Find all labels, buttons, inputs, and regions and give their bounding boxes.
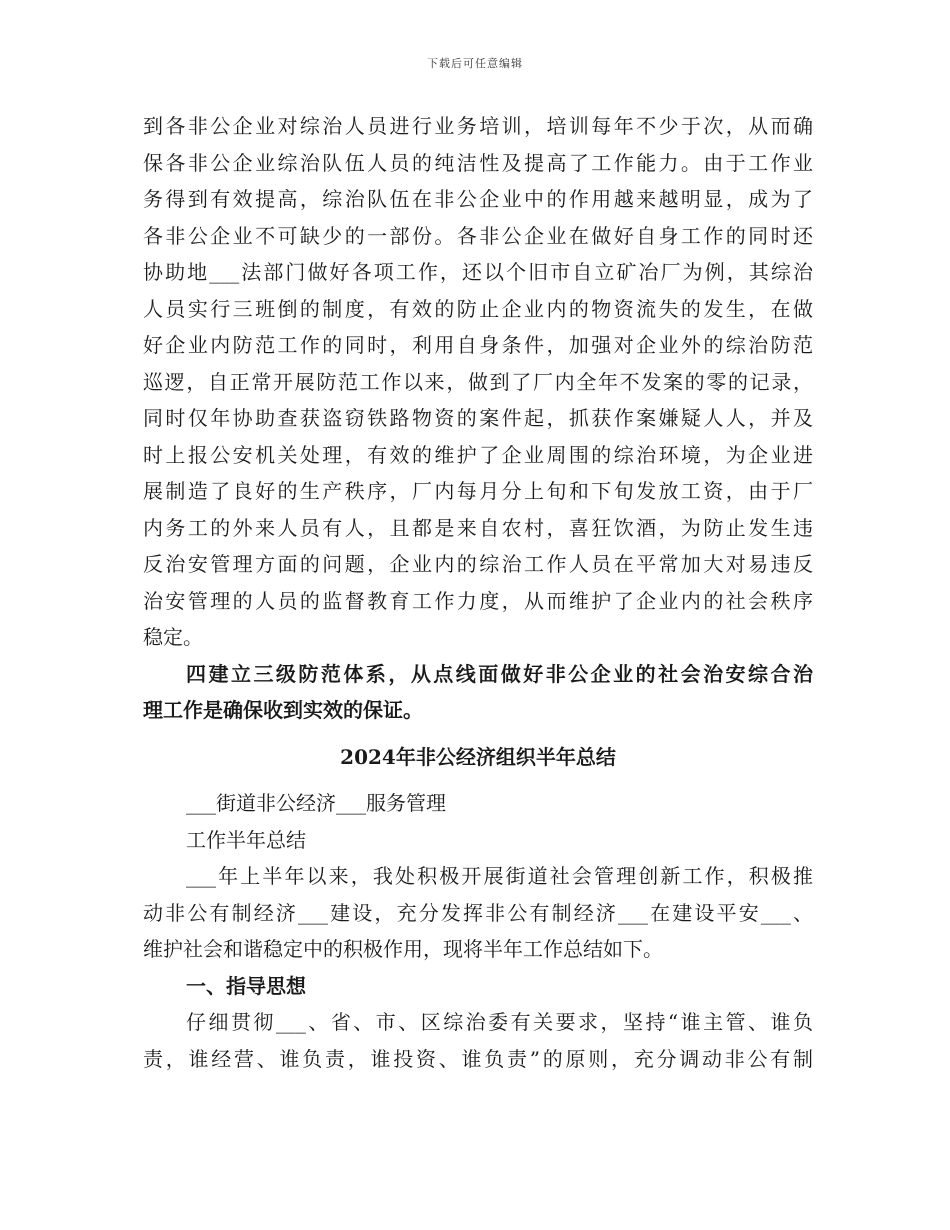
text-line: 到各非公企业对综治人员进行业务培训，培训每年不少于次，从而确: [143, 114, 813, 138]
text-line: 协助地___法部门做好各项工作，还以个旧市自立矿冶厂为例，其综治: [143, 260, 813, 284]
subtitle-line: 工作半年总结: [186, 827, 306, 852]
text-line: 展制造了良好的生产秩序，厂内每月分上旬和下旬发放工资，由于厂: [143, 479, 813, 503]
paragraph-comprehensive-management: [143, 108, 813, 656]
text-line: 务得到有效提高，综治队伍在非公企业中的作用越来越明显，成为了: [143, 187, 813, 211]
heading-line: 理工作是确保收到实效的保证。: [143, 698, 423, 722]
section-heading-four: [143, 656, 813, 729]
paragraph-guiding-ideology: [143, 1004, 813, 1077]
document-body: [143, 108, 813, 1077]
heading-line: 四建立三级防范体系，从点线面做好非公企业的社会治安综合治: [186, 661, 813, 686]
text-line: 时上报公安机关处理，有效的维护了企业周围的综治环境，为企业进: [143, 442, 813, 467]
text-line: 同时仅年协助查获盗窃铁路物资的案件起，抓获作案嫌疑人人，并及: [143, 406, 813, 430]
text-line: 稳定。: [143, 625, 203, 649]
text-line: 好企业内防范工作的同时，利用自身条件，加强对企业外的综治防范: [143, 333, 813, 357]
text-line: 仔细贯彻___、省、市、区综治委有关要求，坚持“谁主管、谁负: [186, 1010, 813, 1034]
text-line: 各非公企业不可缺少的一部份。各非公企业在做好自身工作的同时还: [143, 223, 813, 248]
page-header: 下载后可任意编辑: [427, 57, 523, 70]
paragraph-intro: [143, 858, 813, 968]
subtitle-line: ___街道非公经济___服务管理: [186, 791, 446, 815]
text-line: 反治安管理方面的问题，企业内的综治工作人员在平常加大对易违反: [143, 552, 813, 576]
text-line: 维护社会和谐稳定中的积极作用，现将半年工作总结如下。: [143, 937, 663, 961]
text-line: 巡逻，自正常开展防范工作以来，做到了厂内全年不发案的零的记录，: [143, 369, 813, 394]
text-line: 责，谁经营、谁负责，谁投资、谁负责”的原则，充分调动非公有制: [143, 1046, 813, 1071]
text-line: 人员实行三班倒的制度，有效的防止企业内的物资流失的发生，在做: [143, 296, 813, 321]
text-line: 治安管理的人员的监督教育工作力度，从而维护了企业内的社会秩序: [143, 588, 813, 613]
document-title: 2024年非公经济组织半年总结: [340, 744, 616, 769]
text-line: ___年上半年以来，我处积极开展街道社会管理创新工作，积极推: [186, 864, 813, 888]
text-line: 内务工的外来人员有人，且都是来自农村，喜狂饮酒，为防止发生违: [143, 515, 813, 540]
text-line: 动非公有制经济___建设，充分发挥非公有制经济___在建设平安___、: [143, 900, 813, 925]
section-heading-guiding-ideology: 一、指导思想: [186, 973, 306, 998]
text-line: 保各非公企业综治队伍人员的纯洁性及提高了工作能力。由于工作业: [143, 150, 813, 175]
